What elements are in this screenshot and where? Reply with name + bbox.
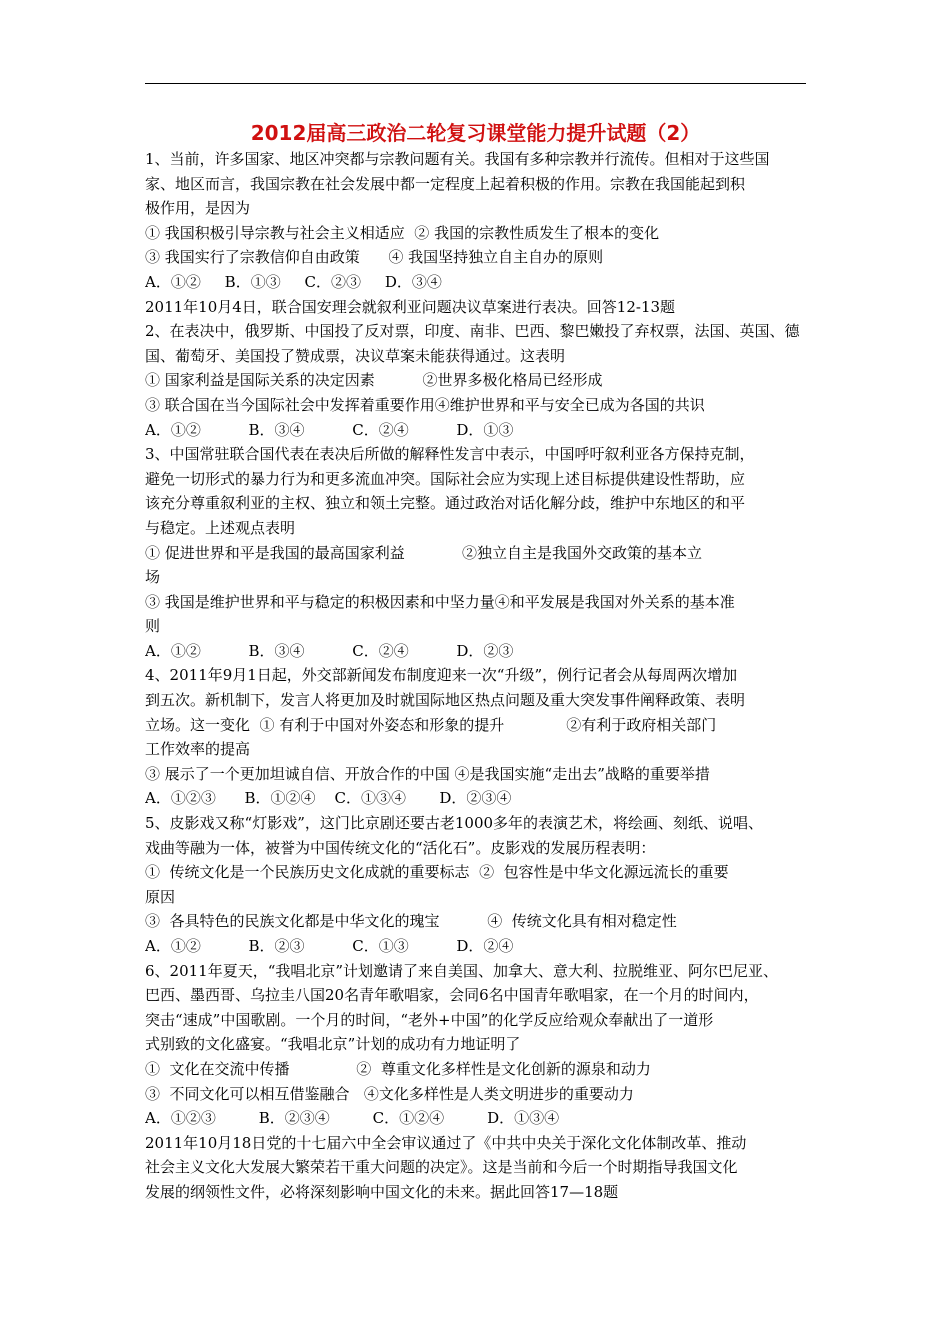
passage-intro: 2011年10月4日，联合国安理会就叙利亚问题决议草案进行表决。回答12-13题 xyxy=(145,297,676,316)
q3-text: 该充分尊重叙利亚的主权、独立和领土完整。通过政治对话化解分歧，维护中东地区的和平 xyxy=(145,494,746,513)
q4-choices: A．①②③ B．①②④ C．①③④ D．②③④ xyxy=(145,789,512,808)
q3-text: 与稳定。上述观点表明 xyxy=(145,518,296,537)
q2-statement: ③ 联合国在当今国际社会中发挥着重要作用④维护世界和平与安全已成为各国的共识 xyxy=(145,395,705,414)
q6-text: 巴西、墨西哥、乌拉圭八国20名青年歌唱家，会同6名中国青年歌唱家，在一个月的时间内， xyxy=(145,986,759,1005)
q1-choices: A．①② B．①③ C．②③ D．③④ xyxy=(145,272,442,291)
q3-text: 避免一切形式的暴力行为和更多流血冲突。国际社会应为实现上述目标提供建设性帮助，应 xyxy=(145,469,746,488)
q4-text: 4、2011年9月1日起，外交部新闻发布制度迎来一次“升级”，例行记者会从每周两次增加 xyxy=(145,666,738,685)
q3-statement: 则 xyxy=(145,617,161,636)
q5-statement: ③ 各具特色的民族文化都是中华文化的瑰宝 ④ 传统文化具有相对稳定性 xyxy=(145,912,677,931)
q3-statement: 场 xyxy=(145,568,161,587)
passage-text: 发展的纲领性文件，必将深刻影响中国文化的未来。据此回答17—18题 xyxy=(145,1182,619,1201)
q3-text: 3、中国常驻联合国代表在表决后所做的解释性发言中表示，中国呼吁叙利亚各方保持克制， xyxy=(145,445,755,464)
q4-statement: ③ 展示了一个更加坦诚自信、开放合作的中国 ④是我国实施“走出去”战略的重要举措 xyxy=(145,764,710,783)
q5-statement: 原因 xyxy=(145,887,176,906)
q6-choices: A．①②③ B．②③④ C．①②④ D．①③④ xyxy=(145,1109,560,1128)
q3-choices: A．①② B．③④ C．②④ D．②③ xyxy=(145,641,514,660)
q6-text: 式别致的文化盛宴。“我唱北京”计划的成功有力地证明了 xyxy=(145,1035,521,1054)
q3-statement: ① 促进世界和平是我国的最高国家利益 ②独立自主是我国外交政策的基本立 xyxy=(145,543,702,562)
q2-text: 国、葡萄牙、美国投了赞成票，决议草案未能获得通过。这表明 xyxy=(145,346,566,365)
q5-text: 戏曲等融为一体，被誉为中国传统文化的“活化石”。皮影戏的发展历程表明： xyxy=(145,838,656,857)
q5-text: 5、皮影戏又称“灯影戏”，这门比京剧还要古老1000多年的表演艺术，将绘画、刻纸、说唱、 xyxy=(145,814,764,833)
q4-text: 立场。这一变化 ① 有利于中国对外姿态和形象的提升 ②有利于政府相关部门 xyxy=(145,715,717,734)
q6-statement: ③ 不同文化可以相互借鉴融合 ④文化多样性是人类文明进步的重要动力 xyxy=(145,1084,634,1103)
q4-text: 工作效率的提高 xyxy=(145,740,251,759)
q4-text: 到五次。新机制下，发言人将更加及时就国际地区热点问题及重大突发事件阐释政策、表明 xyxy=(145,691,746,710)
page-title: 2012届高三政治二轮复习课堂能力提升试题（2） xyxy=(250,121,701,145)
q6-text: 6、2011年夏天，“我唱北京”计划邀请了来自美国、加拿大、意大利、拉脱维亚、阿尔巴尼亚、 xyxy=(145,961,779,980)
q5-choices: A．①② B．②③ C．①③ D．②④ xyxy=(145,937,514,955)
q6-text: 突击“速成”中国歌剧。一个月的时间，“老外+中国”的化学反应给观众奉献出了一道形 xyxy=(145,1010,714,1029)
document-body xyxy=(145,147,806,1205)
q1-statement: ① 我国积极引导宗教与社会主义相适应 ② 我国的宗教性质发生了根本的变化 xyxy=(145,223,660,242)
q3-statement: ③ 我国是维护世界和平与稳定的积极因素和中坚力量④和平发展是我国对外关系的基本准 xyxy=(145,592,735,611)
q2-text: 2、在表决中，俄罗斯、中国投了反对票，印度、南非、巴西、黎巴嫩投了弃权票，法国、英国、德 xyxy=(145,322,800,341)
q5-statement: ① 传统文化是一个民族历史文化成就的重要标志 ② 包容性是中华文化源远流长的重要 xyxy=(145,863,729,882)
q2-statement: ① 国家利益是国际关系的决定因素 ②世界多极化格局已经形成 xyxy=(145,371,603,390)
q2-choices: A．①② B．③④ C．②④ D．①③ xyxy=(145,420,514,439)
q1-text: 家、地区而言，我国宗教在社会发展中都一定程度上起着积极的作用。宗教在我国能起到积 xyxy=(145,174,746,193)
passage-text: 社会主义文化大发展大繁荣若干重大问题的决定》。这是当前和今后一个时期指导我国文化 xyxy=(145,1158,738,1177)
passage-text: 2011年10月18日党的十七届六中全会审议通过了《中共中央关于深化文化体制改革、推动 xyxy=(145,1133,747,1152)
q1-text: 极作用，是因为 xyxy=(145,199,251,218)
q1-statement: ③ 我国实行了宗教信仰自由政策 ④ 我国坚持独立自主自办的原则 xyxy=(145,248,604,267)
q6-statement: ① 文化在交流中传播 ② 尊重文化多样性是文化创新的源泉和动力 xyxy=(145,1059,651,1078)
q1-text: 1、当前，许多国家、地区冲突都与宗教问题有关。我国有多种宗教并行流传。但相对于这些国 xyxy=(145,150,770,168)
header-rule xyxy=(145,83,806,84)
